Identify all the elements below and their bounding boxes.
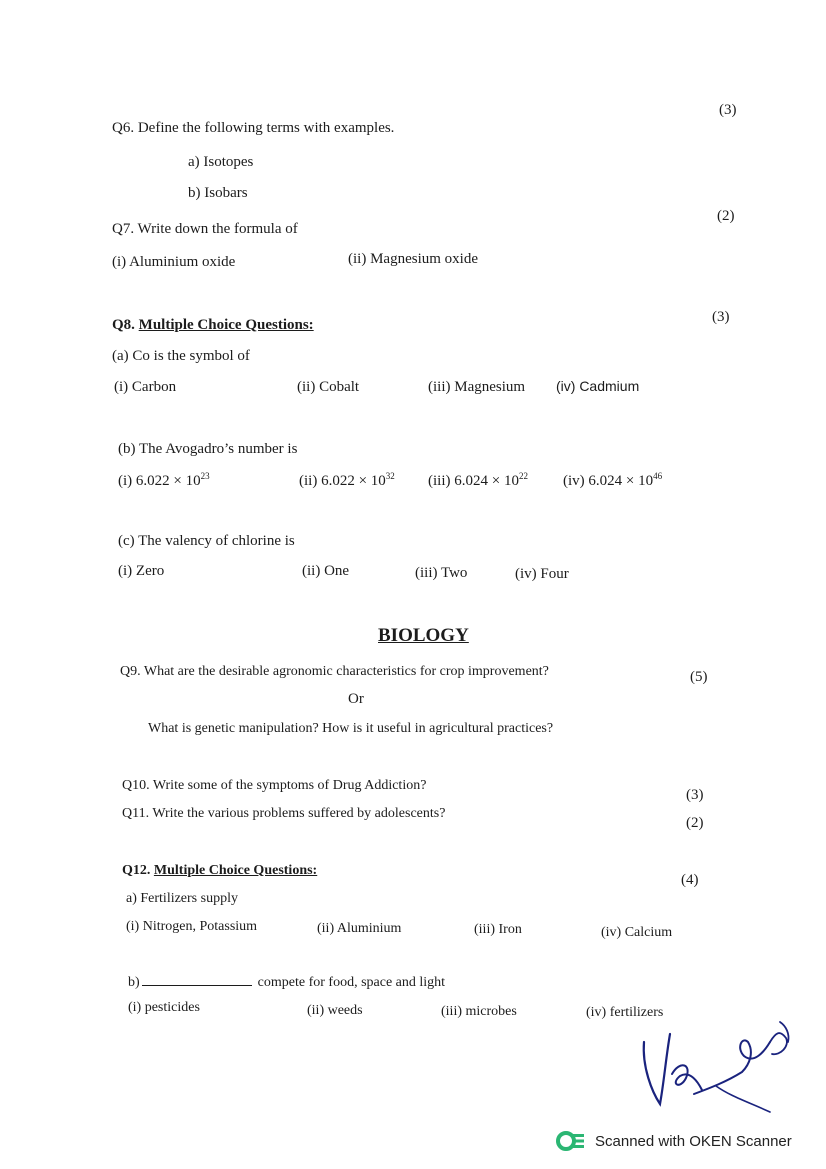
q12b-option-1: (i) pesticides bbox=[128, 1000, 200, 1015]
q8-prefix: Q8. bbox=[112, 317, 139, 333]
q8b-option-4 bbox=[563, 472, 662, 490]
q12b-option-3: (iii) microbes bbox=[441, 1004, 517, 1019]
q11-question: Q11. Write the various problems suffered by adolescents? bbox=[122, 806, 446, 821]
q6-item-b: b) Isobars bbox=[188, 185, 248, 201]
q8-marks: (3) bbox=[712, 309, 730, 325]
q8c-option-1: (i) Zero bbox=[118, 563, 165, 579]
q12-heading: Multiple Choice Questions: bbox=[153, 863, 318, 878]
q8b-option-3-base: (iii) 6.024 × 10 bbox=[428, 473, 519, 489]
q12b-question-row bbox=[128, 973, 445, 992]
q8b-option-2-exp: 32 bbox=[385, 471, 395, 481]
q8b-question: (b) The Avogadro’s number is bbox=[118, 441, 298, 457]
q8c-question: (c) The valency of chlorine is bbox=[118, 533, 295, 549]
q8a-question: (a) Co is the symbol of bbox=[112, 348, 250, 364]
q6-item-a: a) Isotopes bbox=[188, 154, 254, 170]
q8b-option-3 bbox=[428, 472, 528, 490]
q11-marks: (2) bbox=[686, 815, 704, 831]
q8a-option-4: (iv) Cadmium bbox=[556, 378, 640, 394]
q8a-option-2: (ii) Cobalt bbox=[297, 379, 360, 395]
q8c-option-4: (iv) Four bbox=[515, 566, 569, 582]
scanner-watermark bbox=[556, 1130, 792, 1152]
q12a-option-4: (iv) Calcium bbox=[601, 925, 673, 940]
q12b-question: compete for food, space and light bbox=[257, 975, 446, 990]
q12b-option-2: (ii) weeds bbox=[307, 1003, 363, 1018]
q9-alternative: What is genetic manipulation? How is it useful in agricultural practices? bbox=[148, 721, 554, 736]
q7-option-1: (i) Aluminium oxide bbox=[112, 254, 236, 270]
oken-scanner-logo-icon bbox=[556, 1130, 586, 1152]
q12a-option-3: (iii) Iron bbox=[474, 922, 522, 937]
q8b-option-1 bbox=[118, 472, 210, 490]
q7-question: Q7. Write down the formula of bbox=[112, 221, 298, 237]
q8b-option-3-exp: 22 bbox=[518, 471, 528, 481]
q12b-blank bbox=[142, 973, 252, 986]
q10-question: Q10. Write some of the symptoms of Drug Addiction? bbox=[122, 778, 427, 793]
q9-marks: (5) bbox=[690, 669, 708, 685]
q8a-option-3: (iii) Magnesium bbox=[428, 379, 526, 395]
signature-image bbox=[630, 1012, 810, 1117]
q10-marks: (3) bbox=[686, 787, 704, 803]
q6-question: Q6. Define the following terms with examples. bbox=[112, 120, 395, 136]
q7-option-2: (ii) Magnesium oxide bbox=[348, 251, 478, 267]
q8b-option-4-exp: 46 bbox=[653, 471, 663, 481]
q8b-option-2 bbox=[299, 472, 395, 490]
q12a-option-1: (i) Nitrogen, Potassium bbox=[126, 919, 258, 934]
q12b-label: b) bbox=[128, 975, 140, 990]
q12a-option-2: (ii) Aluminium bbox=[317, 921, 402, 936]
q9-or: Or bbox=[348, 691, 364, 707]
q8-title bbox=[112, 316, 314, 334]
q8c-option-2: (ii) One bbox=[302, 563, 350, 579]
q8-heading: Multiple Choice Questions: bbox=[138, 317, 314, 333]
q12-prefix: Q12. bbox=[122, 863, 154, 878]
q12b-option-4: (iv) fertilizers bbox=[586, 1005, 664, 1020]
q8a-option-1: (i) Carbon bbox=[114, 379, 177, 395]
scanner-watermark-text: Scanned with OKEN Scanner bbox=[595, 1132, 792, 1150]
q12-marks: (4) bbox=[681, 872, 699, 888]
q12-title bbox=[122, 862, 317, 880]
biology-heading: BIOLOGY bbox=[378, 625, 469, 646]
q6-marks: (3) bbox=[719, 102, 737, 118]
q8b-option-1-base: (i) 6.022 × 10 bbox=[118, 473, 201, 489]
q12a-question: a) Fertilizers supply bbox=[126, 891, 238, 906]
q8b-option-2-base: (ii) 6.022 × 10 bbox=[299, 473, 386, 489]
q8c-option-3: (iii) Two bbox=[415, 565, 468, 581]
q9-question: Q9. What are the desirable agronomic characteristics for crop improvement? bbox=[120, 664, 549, 679]
q7-marks: (2) bbox=[717, 208, 735, 224]
q8b-option-4-base: (iv) 6.024 × 10 bbox=[563, 473, 654, 489]
q8b-option-1-exp: 23 bbox=[200, 471, 210, 481]
